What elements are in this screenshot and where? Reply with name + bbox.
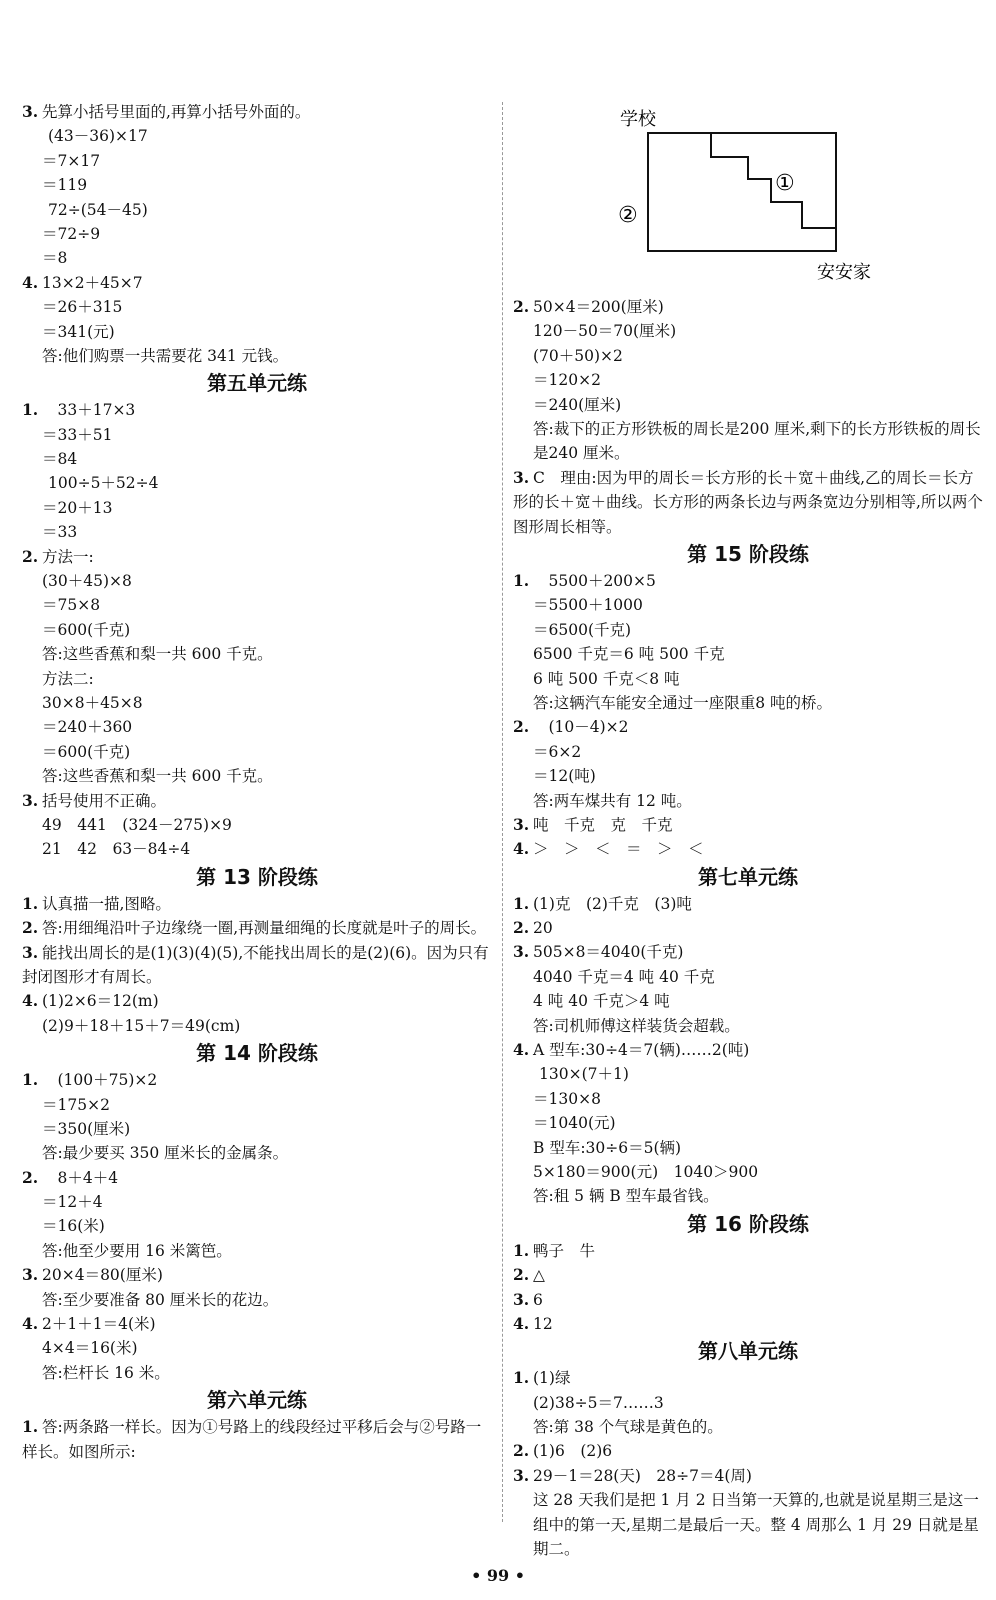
answer-item	[22, 989, 492, 1013]
line-text: 答:用细绳沿叶子边缘绕一圈,再测量细绳的长度就是叶子的周长。	[42, 919, 487, 938]
route-figure	[513, 100, 983, 295]
answer-line	[513, 740, 983, 764]
answer-line	[22, 715, 492, 739]
line-text: 答:他至少要用 16 米篱笆。	[42, 1241, 232, 1260]
answer-item	[22, 892, 492, 916]
answer-line	[22, 1117, 492, 1141]
line-text: 答:这辆汽车能安全通过一座限重8 吨的桥。	[533, 693, 833, 712]
line-text: 21 42 63－84÷4	[42, 840, 191, 859]
answer-line	[513, 1136, 983, 1160]
answer-item	[513, 569, 983, 593]
line-text: 49 441 (324－275)×9	[42, 815, 232, 834]
answer-line	[513, 368, 983, 392]
line-text: 6 吨 500 千克＜8 吨	[533, 669, 680, 688]
item-number: 3.	[513, 814, 530, 834]
item-number: 1.	[22, 400, 39, 420]
answer-item	[22, 398, 492, 422]
line-text: ＝120×2	[533, 371, 601, 390]
answer-line	[22, 246, 492, 270]
school-label: 学校	[620, 109, 656, 130]
answer-item	[513, 715, 983, 739]
answer-line	[22, 667, 492, 691]
item-number: 1.	[513, 570, 530, 590]
line-text: C 理由:因为甲的周长＝长方形的长＋宽＋曲线,乙的周长＝长方形的长＋宽＋曲线。长方形的两条长边与两条宽边分别相等,所以两个图形周长相等。	[513, 468, 983, 536]
answer-line	[513, 691, 983, 715]
item-number: 3.	[22, 1265, 39, 1285]
line-text: ＝75×8	[42, 596, 101, 615]
line-text: (10－4)×2	[533, 718, 629, 737]
line-text: ＝72÷9	[42, 224, 101, 243]
line-text: ＝240＋360	[42, 718, 133, 737]
answer-line	[513, 319, 983, 343]
line-text: 答:两条路一样长。因为①号路上的线段经过平移后会与②号路一样长。如图所示:	[22, 1418, 482, 1461]
line-text: 答:租 5 辆 B 型车最省钱。	[533, 1187, 719, 1206]
answer-line	[513, 1062, 983, 1086]
line-text: 72÷(54－45)	[48, 200, 148, 219]
item-number: 1.	[513, 1368, 530, 1388]
line-text: B 型车:30÷6＝5(辆)	[533, 1138, 682, 1157]
answer-line	[513, 642, 983, 666]
line-text: △	[533, 1266, 545, 1285]
answer-line	[22, 222, 492, 246]
answer-line	[22, 149, 492, 173]
line-text: 5500＋200×5	[533, 571, 656, 590]
line-text: 5×180＝900(元) 1040＞900	[533, 1162, 759, 1181]
answer-item	[513, 940, 983, 964]
line-text: (70＋50)×2	[533, 346, 623, 365]
line-text: ＝20＋13	[42, 498, 113, 517]
item-number: 2.	[22, 918, 39, 938]
item-number: 4.	[22, 272, 39, 292]
answer-line	[513, 1488, 983, 1561]
line-text: 130×(7＋1)	[539, 1065, 629, 1084]
section-heading: 第 16 阶段练	[687, 1211, 809, 1236]
item-number: 2.	[22, 546, 39, 566]
line-text: (1)2×6＝12(m)	[42, 992, 159, 1011]
line-text: 6	[533, 1290, 543, 1309]
line-text: ＝600(千克)	[42, 742, 131, 761]
answer-line	[22, 1239, 492, 1263]
answer-line	[22, 569, 492, 593]
answer-item	[513, 1439, 983, 1463]
answer-line	[513, 393, 983, 417]
route-2-label: ②	[618, 203, 638, 228]
line-text: 方法一:	[42, 547, 94, 566]
answer-line	[513, 789, 983, 813]
item-number: 3.	[22, 942, 39, 962]
answer-item	[22, 1068, 492, 1092]
answer-item	[22, 545, 492, 569]
answer-line	[22, 642, 492, 666]
answer-line	[513, 1391, 983, 1415]
line-text: 20	[533, 919, 553, 938]
answer-line	[22, 198, 492, 222]
item-number: 2.	[513, 717, 530, 737]
item-number: 3.	[513, 1465, 530, 1485]
answer-item	[513, 1288, 983, 1312]
page-number: • 99 •	[471, 1566, 525, 1585]
item-number: 1.	[22, 1070, 39, 1090]
line-text: ＞ ＞ ＜ ＝ ＞ ＜	[533, 840, 704, 859]
line-text: 2＋1＋1＝4(米)	[42, 1315, 156, 1334]
line-text: ＝130×8	[533, 1089, 601, 1108]
line-text: 答:至少要准备 80 厘米长的花边。	[42, 1290, 279, 1309]
answer-item	[22, 1312, 492, 1336]
item-number: 3.	[513, 1289, 530, 1309]
answer-item	[22, 916, 492, 940]
line-text: ＝341(元)	[42, 322, 115, 341]
answer-line	[22, 691, 492, 715]
answer-item	[513, 813, 983, 837]
answer-item	[513, 466, 983, 539]
answer-line	[513, 1111, 983, 1135]
left-column	[22, 100, 492, 1464]
route-diagram	[513, 100, 983, 295]
answer-item	[22, 1166, 492, 1190]
line-text: 先算小括号里面的,再算小括号外面的。	[42, 103, 311, 121]
line-text: ＝8	[42, 249, 68, 268]
line-text: ＝12＋4	[42, 1193, 103, 1212]
line-text: 括号使用不正确。	[42, 791, 167, 810]
route-1-stairs	[711, 133, 836, 228]
answer-item	[513, 892, 983, 916]
route-1-label: ①	[775, 171, 795, 196]
answer-line	[513, 989, 983, 1013]
item-number: 1.	[22, 1417, 39, 1437]
line-text: 能找出周长的是(1)(3)(4)(5),不能找出周长的是(2)(6)。因为只有封闭图形才有周长。	[22, 943, 489, 986]
item-number: 2.	[513, 297, 530, 316]
line-text: ＝6500(千克)	[533, 620, 632, 639]
section-heading: 第五单元练	[207, 371, 307, 396]
line-text: 答:裁下的正方形铁板的周长是200 厘米,剩下的长方形铁板的周长是240 厘米。	[533, 419, 981, 463]
answer-item	[513, 1263, 983, 1287]
line-text: ＝26＋315	[42, 298, 123, 317]
line-text: 13×2＋45×7	[42, 273, 143, 292]
answer-line	[22, 593, 492, 617]
answer-item	[22, 941, 492, 990]
item-number: 3.	[22, 790, 39, 810]
answer-item	[513, 916, 983, 940]
line-text: 这 28 天我们是把 1 月 2 日当第一天算的,也就是说星期三是这一组中的第一天,星期二是最后一天。整 4 周那么 1 月 29 日就是星期二。	[533, 1491, 979, 1559]
line-text: (43－36)×17	[48, 127, 148, 146]
answer-line	[22, 740, 492, 764]
item-number: 2.	[513, 918, 530, 938]
item-number: 3.	[513, 467, 530, 487]
line-text: A 型车:30÷4＝7(辆)……2(吨)	[533, 1041, 750, 1060]
answer-line	[22, 837, 492, 861]
answer-line	[22, 1361, 492, 1385]
line-text: 鸭子 牛	[533, 1241, 596, 1260]
answer-line	[22, 1141, 492, 1165]
line-text: ＝350(厘米)	[42, 1119, 131, 1138]
answer-item	[513, 1312, 983, 1336]
answer-line	[513, 965, 983, 989]
line-text: 30×8＋45×8	[42, 693, 143, 712]
answer-line	[22, 124, 492, 148]
answer-line	[22, 1190, 492, 1214]
answer-item	[22, 100, 492, 124]
item-number: 1.	[513, 1240, 530, 1260]
section-heading: 第六单元练	[207, 1388, 307, 1413]
answer-item	[22, 271, 492, 295]
right-column-content	[513, 295, 983, 1561]
line-text: 29－1＝28(天) 28÷7＝4(周)	[533, 1466, 752, 1485]
item-number: 2.	[513, 1441, 530, 1461]
answer-item	[22, 789, 492, 813]
line-text: 505×8＝4040(千克)	[533, 943, 684, 962]
answer-item	[22, 1263, 492, 1287]
line-text: (30＋45)×8	[42, 572, 132, 591]
answer-line	[513, 1184, 983, 1208]
line-text: 8＋4＋4	[42, 1168, 119, 1187]
answer-line	[513, 764, 983, 788]
line-text: 答:两车煤共有 12 吨。	[533, 791, 692, 810]
section-heading: 第八单元练	[698, 1339, 798, 1364]
line-text: 答:司机师傅这样装货会超载。	[533, 1016, 740, 1035]
line-text: (1)6 (2)6	[533, 1442, 613, 1461]
item-number: 3.	[22, 102, 39, 121]
answer-line	[22, 520, 492, 544]
answer-line	[22, 173, 492, 197]
answer-line	[513, 1087, 983, 1111]
line-text: 20×4＝80(厘米)	[42, 1266, 163, 1285]
line-text: 答:最少要买 350 厘米长的金属条。	[42, 1144, 289, 1163]
answer-line	[22, 1093, 492, 1117]
line-text: 4040 千克＝4 吨 40 千克	[533, 967, 715, 986]
item-number: 2.	[22, 1167, 39, 1187]
answer-line	[513, 1014, 983, 1038]
line-text: ＝600(千克)	[42, 620, 131, 639]
line-text: 100÷5＋52÷4	[48, 474, 159, 493]
section-heading: 第 14 阶段练	[196, 1041, 318, 1066]
answer-item	[513, 295, 983, 319]
item-number: 4.	[513, 839, 530, 859]
line-text: (1)绿	[533, 1369, 571, 1388]
line-text: 吨 千克 克 千克	[533, 815, 673, 834]
answer-line	[22, 1014, 492, 1038]
answer-line	[22, 813, 492, 837]
answer-line	[22, 344, 492, 368]
section-heading: 第 15 阶段练	[687, 541, 809, 566]
answer-item	[22, 1415, 492, 1464]
section-heading: 第七单元练	[698, 864, 798, 889]
line-text: ＝175×2	[42, 1095, 110, 1114]
line-text: ＝84	[42, 450, 78, 469]
line-text: 答:第 38 个气球是黄色的。	[533, 1418, 723, 1437]
line-text: (2)38÷5＝7……3	[533, 1393, 664, 1412]
item-number: 2.	[513, 1265, 530, 1285]
item-number: 4.	[513, 1040, 530, 1060]
line-text: ＝5500＋1000	[533, 596, 643, 615]
answer-line	[22, 447, 492, 471]
route-rectangle	[648, 133, 836, 251]
line-text: 答:栏杆长 16 米。	[42, 1363, 170, 1382]
line-text: ＝119	[42, 176, 88, 195]
answer-line	[22, 1288, 492, 1312]
item-number: 3.	[513, 942, 530, 962]
answer-item	[513, 1366, 983, 1390]
answer-line	[22, 618, 492, 642]
line-text: ＝6×2	[533, 742, 582, 761]
line-text: 4×4＝16(米)	[42, 1339, 138, 1358]
line-text: ＝7×17	[42, 151, 101, 170]
line-text: 12	[533, 1314, 553, 1333]
line-text: 6500 千克＝6 吨 500 千克	[533, 645, 725, 664]
answer-line	[22, 295, 492, 319]
home-label: 安安家	[817, 262, 871, 283]
line-text: ＝240(厘米)	[533, 395, 622, 414]
item-number: 1.	[22, 893, 39, 913]
line-text: 答:这些香蕉和梨一共 600 千克。	[42, 645, 273, 664]
section-heading: 第 13 阶段练	[196, 864, 318, 889]
line-text: 4 吨 40 千克＞4 吨	[533, 992, 670, 1011]
answer-line	[513, 593, 983, 617]
line-text: 33＋17×3	[42, 401, 136, 420]
line-text: (100＋75)×2	[42, 1071, 158, 1090]
line-text: ＝16(米)	[42, 1217, 105, 1236]
answer-line	[22, 496, 492, 520]
answer-line	[513, 417, 983, 466]
item-number: 4.	[22, 1314, 39, 1334]
line-text: 方法二:	[42, 669, 94, 688]
line-text: ＝1040(元)	[533, 1114, 616, 1133]
line-text: (2)9＋18＋15＋7＝49(cm)	[42, 1016, 241, 1035]
item-number: 4.	[22, 991, 39, 1011]
answer-line	[513, 618, 983, 642]
answer-item	[513, 1038, 983, 1062]
line-text: 认真描一描,图略。	[42, 894, 171, 913]
answer-line	[513, 1160, 983, 1184]
item-number: 4.	[513, 1313, 530, 1333]
column-divider	[502, 102, 503, 1522]
line-text: 答:这些香蕉和梨一共 600 千克。	[42, 767, 273, 786]
line-text: ＝33	[42, 523, 78, 542]
answer-item	[513, 1239, 983, 1263]
item-number: 1.	[513, 893, 530, 913]
answer-item	[513, 1464, 983, 1488]
answer-line	[22, 1336, 492, 1360]
line-text: ＝33＋51	[42, 425, 113, 444]
answer-line	[22, 320, 492, 344]
answer-item	[513, 837, 983, 861]
right-column	[513, 100, 983, 1561]
answer-line	[513, 667, 983, 691]
line-text: ＝12(吨)	[533, 767, 596, 786]
answer-line	[22, 471, 492, 495]
line-text: 50×4＝200(厘米)	[533, 298, 664, 316]
line-text: (1)克 (2)千克 (3)吨	[533, 894, 692, 913]
answer-line	[513, 1415, 983, 1439]
answer-line	[22, 764, 492, 788]
answer-line	[22, 423, 492, 447]
line-text: 120－50＝70(厘米)	[533, 322, 677, 341]
answer-line	[513, 344, 983, 368]
answer-line	[22, 1214, 492, 1238]
line-text: 答:他们购票一共需要花 341 元钱。	[42, 346, 289, 365]
